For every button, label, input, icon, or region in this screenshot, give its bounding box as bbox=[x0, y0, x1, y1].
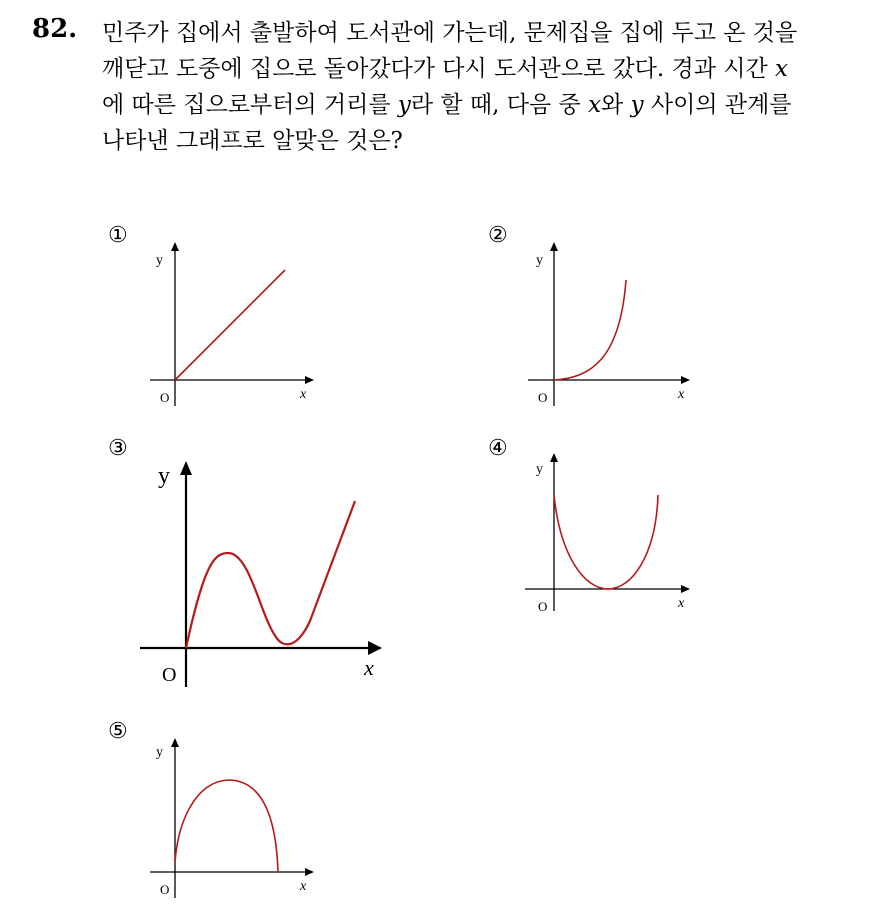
x-axis-label: x bbox=[364, 655, 374, 680]
choice-3[interactable] bbox=[100, 425, 400, 695]
x-axis-arrow bbox=[368, 641, 382, 655]
y-axis-arrow bbox=[171, 242, 179, 251]
question-line-2-text: 깨닫고 도중에 집으로 돌아갔다가 다시 도서관으로 갔다. 경과 시간 bbox=[102, 56, 768, 82]
question-line-2 bbox=[102, 50, 788, 83]
y-axis-label: y bbox=[156, 745, 163, 760]
choice-number: ⑤ bbox=[108, 719, 128, 744]
origin-label: O bbox=[162, 664, 177, 686]
x-axis-label: x bbox=[678, 387, 685, 402]
choice-5-graph bbox=[100, 712, 330, 902]
x-axis-arrow bbox=[305, 868, 314, 876]
question-line-3-d: 사이의 관계를 bbox=[650, 92, 792, 118]
graph-curve bbox=[175, 780, 278, 872]
question-block bbox=[0, 0, 884, 180]
question-number: 82. bbox=[32, 14, 78, 44]
choice-number: ③ bbox=[108, 436, 128, 461]
graph-curve bbox=[554, 495, 658, 589]
var-x: x bbox=[775, 56, 788, 82]
choice-3-graph bbox=[100, 425, 400, 695]
origin-label: O bbox=[538, 390, 548, 405]
y-axis-arrow bbox=[171, 738, 179, 747]
question-line-3-b: 라 할 때, 다음 중 bbox=[410, 92, 581, 118]
x-axis-label: x bbox=[678, 596, 685, 611]
y-axis-label: y bbox=[536, 462, 543, 477]
y-axis-arrow bbox=[550, 453, 558, 462]
var-y: y bbox=[397, 92, 411, 118]
question-line-1: 민주가 집에서 출발하여 도서관에 가는데, 문제집을 집에 두고 온 것을 bbox=[102, 20, 798, 46]
choice-number: ④ bbox=[488, 436, 508, 461]
choice-1[interactable] bbox=[100, 210, 330, 410]
choice-2-graph bbox=[480, 210, 710, 410]
y-axis-label: y bbox=[158, 463, 170, 489]
y-axis-label: y bbox=[156, 253, 163, 268]
var-y: y bbox=[630, 92, 644, 118]
y-axis-arrow bbox=[180, 461, 192, 475]
choice-5[interactable] bbox=[100, 712, 330, 902]
choice-1-graph bbox=[100, 210, 330, 410]
graph-curve bbox=[186, 501, 355, 648]
choice-4-graph bbox=[480, 425, 710, 625]
question-line-3-c: 와 bbox=[601, 92, 624, 118]
graph-curve bbox=[554, 280, 626, 380]
choice-number: ② bbox=[488, 223, 508, 248]
origin-label: O bbox=[538, 599, 548, 614]
y-axis-label: y bbox=[536, 253, 543, 268]
origin-label: O bbox=[160, 390, 170, 405]
question-line-3-a: 에 따른 집으로부터의 거리를 bbox=[102, 92, 391, 118]
var-x: x bbox=[588, 92, 602, 118]
y-axis-arrow bbox=[550, 242, 558, 251]
origin-label: O bbox=[160, 882, 170, 897]
x-axis-arrow bbox=[305, 376, 314, 384]
choice-4[interactable] bbox=[480, 425, 710, 625]
question-line-3 bbox=[102, 86, 792, 119]
x-axis-arrow bbox=[681, 585, 690, 593]
choice-number: ① bbox=[108, 223, 128, 248]
question-line-4: 나타낸 그래프로 알맞은 것은? bbox=[102, 128, 403, 154]
x-axis-arrow bbox=[681, 376, 690, 384]
x-axis-label: x bbox=[300, 879, 307, 894]
graph-curve bbox=[175, 270, 285, 380]
choice-2[interactable] bbox=[480, 210, 710, 410]
x-axis-label: x bbox=[300, 387, 307, 402]
